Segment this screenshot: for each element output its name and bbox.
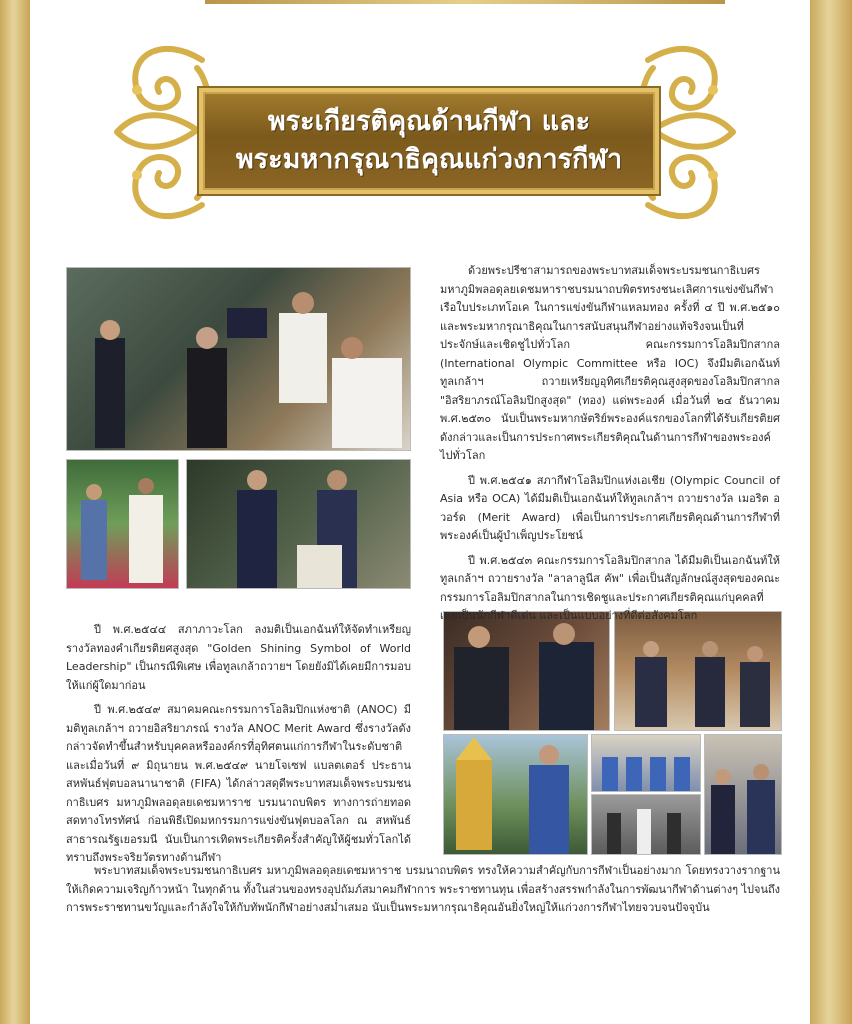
left-gold-border bbox=[0, 0, 30, 1024]
photo-award-left-figures bbox=[67, 460, 178, 588]
title-plate bbox=[199, 88, 659, 194]
bottom-paragraph: พระบาทสมเด็จพระบรมชนกาธิเบศร มหาภูมิพลอดุลยเดชมหาราช บรมนาถบพิตร ทรงให้ความสำคัญกับการกีฬาเป็นอย่างมาก โดยทรงวางรากฐานให้เกิดความเจริญก้าวหน้า ในทุกด้าน ทั้งในส่วนของทรงอุปถัมภ์สมาคมกีฬาการ พระราชทานทุน เพื่อสร้างสรรพกำลังในการพัฒนากีฬาด้านต่างๆ ไปจนถึงการพระราชทานขวัญและกำลังใจให้กับทัพนักกีฬาอย่างสม่ำเสมอ นับเป็นพระมหากรุณาธิคุณอันยิ่งใหญ่ให้แก่วงการกีฬาไทยจวบจนปัจจุบัน bbox=[66, 864, 780, 914]
photo-team-group bbox=[591, 734, 701, 792]
photo-uniform-portrait bbox=[704, 734, 782, 855]
right-paragraph-3: ปี พ.ศ.๒๕๔๓ คณะกรรมการโอลิมปิกสากล ได้มีมติเป็นเอกฉันท์ให้ทูลเกล้าฯ ถวายรางวัล "ลาลาลูนีส คัพ" เพื่อเป็นสัญลักษณ์สูงสุดของคณะกรรมการโอลิมปิกสากลในการเชิดชูและประกาศเกียรติคุณแก่บุคคลที่เคยเป็นนักกีฬาดีเด่น และเป็นแบบอย่างที่ดีต่อสังคมโลก bbox=[440, 553, 780, 622]
photo-ceremony-main-figures bbox=[67, 268, 410, 450]
left-column-text bbox=[66, 621, 411, 874]
left-paragraph-2: ปี พ.ศ.๒๕๔๙ สมาคมคณะกรรมการโอลิมปิกแห่งชาติ (ANOC) มีมติทูลเกล้าฯ ถวายอิสริยาภรณ์ รางวัล ANOC Merit Award ซึ่งรางวัลดังกล่าวจัดทำขึ้นสำหรับบุคคลหรือองค์กรที่อุทิศตนแก่การกีฬาในระดับชาติ และเมื่อวันที่ ๙ มิถุนายน พ.ศ.๒๕๔๙ นายโจเซฟ แบลตเตอร์ ประธานสหพันธ์ฟุตบอลนานาชาติ (FIFA) ได้กล่าวสดุดีพระบาทสมเด็จพระบรมชนกาธิเบศร มหาภูมิพลอดุลยเดชมหาราช บรมนาถบพิตร ทางการถ่ายทอดสดทางโทรทัศน์ ก่อนพิธีเปิดมหกรรมการแข่งขันฟุตบอลโลก ณ สหพันธ์สาธารณรัฐเยอรมนี นับเป็นการเทิดพระเกียรติครั้งสำคัญให้ผู้ชมทั่วโลกได้ทราบถึงพระจริยวัตรทางด้านกีฬา bbox=[66, 703, 411, 864]
photo-award-left bbox=[66, 459, 179, 589]
page-title-line-1: พระเกียรติคุณด้านกีฬา และ bbox=[267, 106, 591, 137]
right-column-text bbox=[440, 262, 780, 632]
left-paragraph-1: ปี พ.ศ.๒๕๔๔ สภาภาวะโลก ลงมติเป็นเอกฉันท์ให้จัดทำเหรียญรางวัลทองคำเกียรติยศสูงสุด "Golden Shining Symbol of World Leadership" เป็นกรณีพิเศษ เพื่อทูลเกล้าถวายฯ โดยยังมิได้เคยมีการมอบให้แก่ผู้ใดมาก่อน bbox=[66, 623, 411, 692]
right-paragraph-1: ด้วยพระปรีชาสามารถของพระบาทสมเด็จพระบรมชนกาธิเบศร มหาภูมิพลอดุลยเดชมหาราชบรมนาถบพิตรทรงชนะเลิศการแข่งขันกีฬาเรือใบประเภทโอเค ในการแข่งขันกีฬาแหลมทอง ครั้งที่ ๔ ปี พ.ศ.๒๕๑๐ และพระมหากรุณาธิคุณในการสนับสนุนกีฬาอย่างแท้จริงจนเป็นที่ประจักษ์และเชิดชูไปทั่วโลก คณะกรรมการโอลิมปิกสากล (International Olympic Committee หรือ IOC) จึงมีมติเอกฉันท์ทูลเกล้าฯ ถวายเหรียญอุทิศเกียรติคุณสูงสุดของโอลิมปิกสากล "อิสริยาภรณ์โอลิมปิกสูงสุด" (ทอง) แด่พระองค์ เมื่อวันที่ ๒๔ ธันวาคม พ.ศ.๒๕๓๐ นับเป็นพระมหากษัตริย์พระองค์แรกของโลกที่ได้รับเกียรติยศดังกล่าวและเป็นการประกาศพระเกียรติคุณในด้านการกีฬาของพระองค์ไปทั่วโลก bbox=[440, 264, 780, 462]
right-paragraph-2: ปี พ.ศ.๒๕๔๑ สภากีฬาโอลิมปิกแห่งเอเชีย (Olympic Council of Asia หรือ OCA) ได้มีมติเป็นเอกฉันท์ให้ทูลเกล้าฯ ถวายรางวัล เมอริต อวอร์ด (Merit Award) เพื่อเป็นการประกาศเกียรติคุณด้านการกีฬาที่พระองค์เป็นผู้บำเพ็ญประโยชน์ bbox=[440, 473, 780, 542]
photo-golden-trophy bbox=[443, 734, 588, 855]
photo-historic-bw-figures bbox=[592, 795, 700, 854]
page-title-line-2: พระมหากรุณาธิคุณแก่วงการกีฬา bbox=[235, 144, 623, 175]
photo-award-right-figures bbox=[187, 460, 410, 588]
photo-award-right bbox=[186, 459, 411, 589]
top-gold-rule bbox=[205, 0, 725, 4]
right-gold-border bbox=[810, 0, 852, 1024]
photo-ceremony-main bbox=[66, 267, 411, 451]
photo-team-group-figures bbox=[592, 735, 700, 791]
photo-golden-trophy-figures bbox=[444, 735, 587, 854]
photo-historic-bw bbox=[591, 794, 701, 855]
photo-uniform-portrait-figures bbox=[705, 735, 781, 854]
bottom-text bbox=[66, 862, 780, 924]
title-banner bbox=[107, 30, 743, 235]
